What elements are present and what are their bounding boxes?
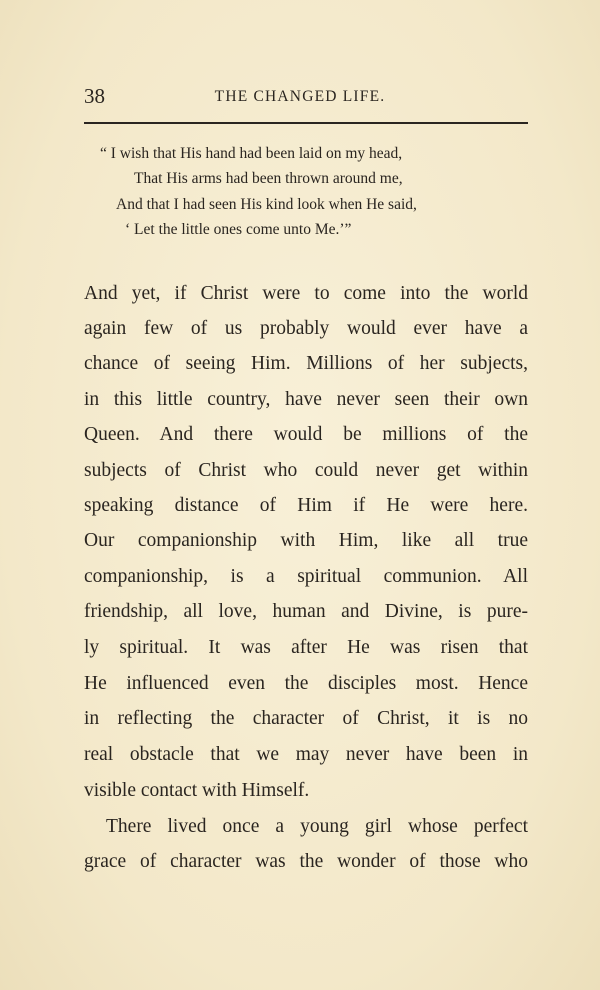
body-line: Queen. And there would be millions of the — [84, 424, 528, 445]
body-line: subjects of Christ who could never get within — [84, 460, 528, 481]
body-line: again few of us probably would ever have a — [84, 318, 528, 339]
running-title: THE CHANGED LIFE. — [214, 88, 386, 105]
body-line: Our companionship with Him, like all true — [84, 530, 528, 551]
body-line: He influenced even the disciples most. Hence — [84, 673, 528, 694]
body-line: in this little country, have never seen their own — [84, 389, 528, 410]
body-line: And yet, if Christ were to come into the world — [84, 283, 528, 304]
header-rule — [84, 122, 528, 124]
body-line: chance of seeing Him. Millions of her subjects, — [84, 353, 528, 374]
page-number: 38 — [84, 84, 105, 108]
body-line: in reflecting the character of Christ, it is no — [84, 708, 528, 729]
body-line: grace of character was the wonder of those who — [84, 851, 528, 872]
verse-line: “ I wish that His hand had been laid on my head, — [100, 145, 403, 162]
verse-line: ‘ Let the little ones come unto Me.’” — [125, 221, 352, 238]
body-line: real obstacle that we may never have been in — [84, 744, 528, 765]
body-line: ly spiritual. It was after He was risen that — [84, 637, 528, 658]
body-line: speaking distance of Him if He were here. — [84, 495, 528, 516]
body-line: visible contact with Himself. — [84, 780, 310, 801]
body-line: friendship, all love, human and Divine, is pure- — [84, 601, 528, 622]
verse-line: That His arms had been thrown around me, — [134, 170, 403, 187]
body-line: There lived once a young girl whose perfect — [106, 816, 528, 837]
verse-line: And that I had seen His kind look when He said, — [116, 196, 417, 213]
body-line: companionship, is a spiritual communion. All — [84, 566, 528, 587]
